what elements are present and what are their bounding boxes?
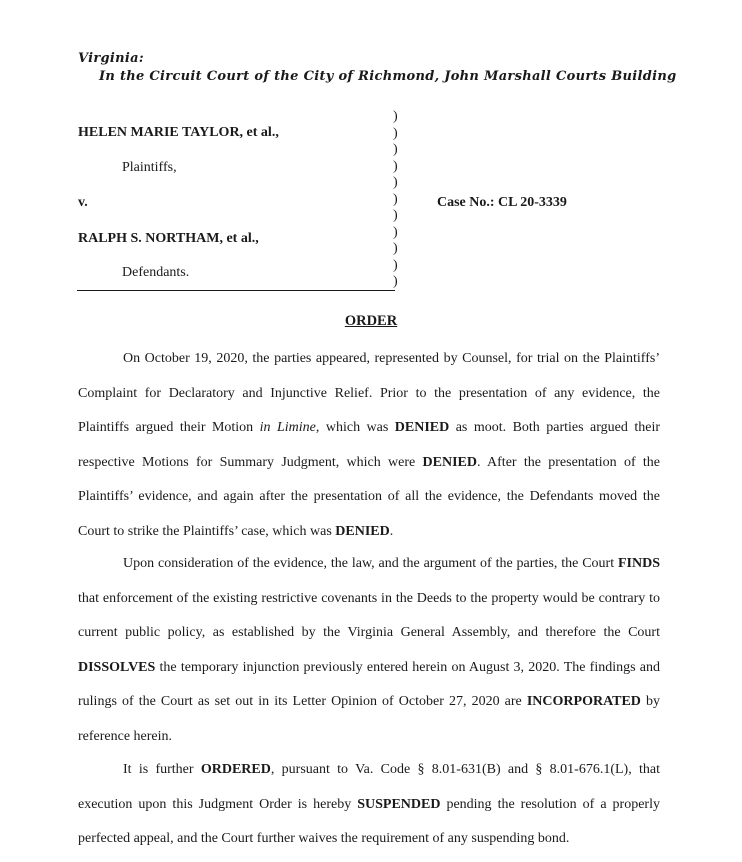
order-title: ORDER [344, 313, 398, 329]
case-number: Case No.: CL 20-3339 [437, 195, 567, 210]
versus-label: v. [78, 195, 88, 210]
plaintiff-name: HELEN MARIE TAYLOR, et al., [78, 125, 279, 140]
paragraph-suspension: It is further ORDERED, pursuant to Va. Code § 8.01-631(B) and § 8.01-676.1(L), that execution upon this Judgment Order is hereby SUSPENDED pending the resolution of a properly perfected appeal, and the Court further waives the requirement of any suspending bond. [78, 762, 661, 846]
state-heading: Virginia: [78, 51, 144, 66]
caption-divider [77, 290, 395, 291]
plaintiff-role: Plaintiffs, [122, 160, 177, 175]
defendant-name: RALPH S. NORTHAM, et al., [78, 231, 259, 246]
paragraph-findings: Upon consideration of the evidence, the law, and the argument of the parties, the Court FINDS that enforcement of the existing restrictive covenants in the Deeds to the property would be contrary to current public policy, as established by the Virginia General Assembly, and therefore the Court DISSOLVES the temporary injunction previously entered herein on August 3, 2020. The findings and rulings of the Court as set out in its Letter Opinion of October 27, 2020 are INCORPORATED by reference herein. [78, 556, 661, 744]
paragraph-trial: On October 19, 2020, the parties appeared, represented by Counsel, for trial on the Plaintiffs’ Complaint for Declaratory and Injunctive Relief. Prior to the presentation of any evidence, the Plaintiffs argued their Motion in Limine, which was DENIED as moot. Both parties argued their respective Motions for Summary Judgment, which were DENIED. After the presentation of the Plaintiffs’ evidence, and again after the presentation of all the evidence, the Defendants moved the Court to strike the Plaintiffs’ case, which was DENIED. [78, 351, 660, 539]
court-heading: In the Circuit Court of the City of Richmond, John Marshall Courts Building [99, 69, 677, 84]
caption-parentheses: ) ) ) ) ) ) ) ) ) ) ) [393, 109, 398, 289]
defendant-role: Defendants. [122, 265, 190, 280]
